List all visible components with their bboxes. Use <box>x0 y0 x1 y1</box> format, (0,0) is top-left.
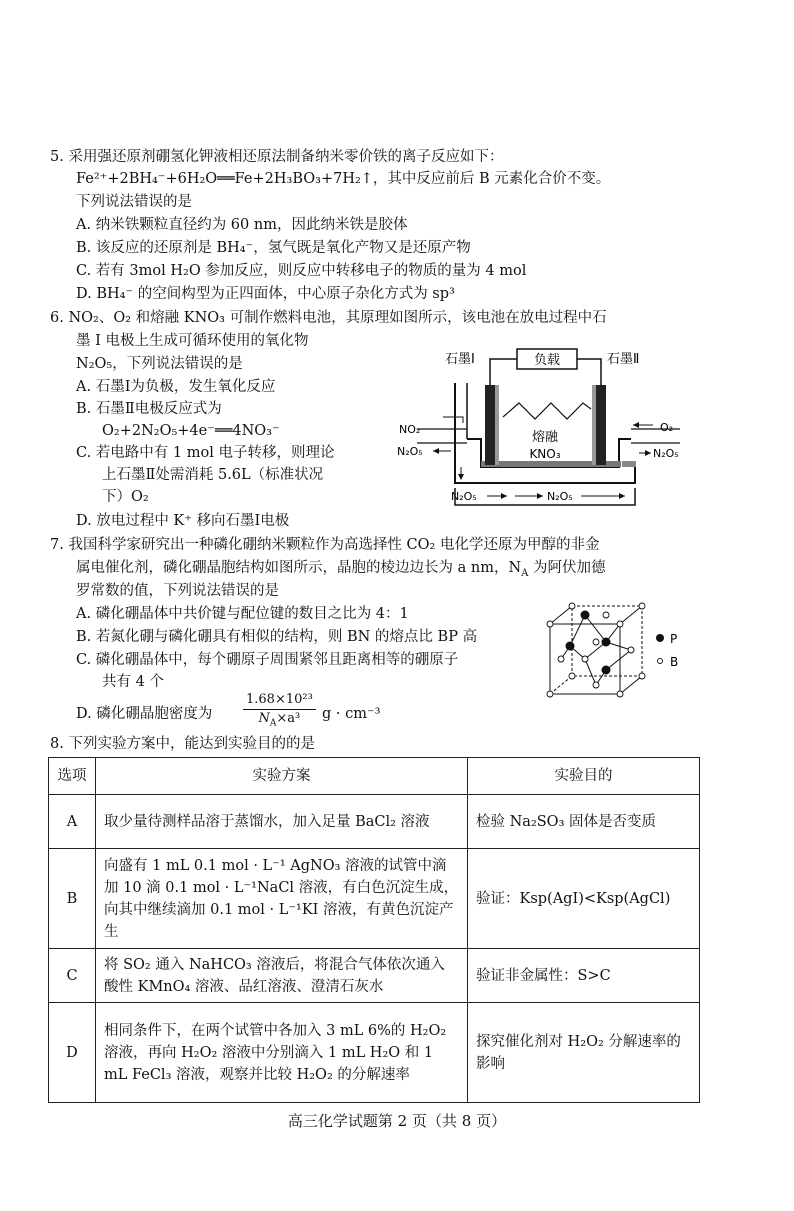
q6-option-a: A. 石墨Ⅰ为负极，发生氧化反应 <box>76 379 276 395</box>
q6-stem-line2: 墨 Ⅰ 电极上生成可循环使用的氧化物 <box>76 333 309 349</box>
header-goal: 实验目的 <box>468 758 700 795</box>
table-row <box>49 949 700 1003</box>
q6-option-c-line2: 上石墨Ⅱ处需消耗 5.6L（标准状况 <box>102 467 324 483</box>
row-goal: 验证：Ksp(AgI)<Ksp(AgCl) <box>468 849 700 949</box>
header-plan: 实验方案 <box>96 758 468 795</box>
q6-option-b: B. 石墨Ⅱ电极反应式为 <box>76 401 222 417</box>
q7-density-fraction <box>243 691 316 733</box>
q7-density-unit: g · cm⁻³ <box>322 706 381 722</box>
q7-option-b: B. 若氮化硼与磷化硼具有相似的结构，则 BN 的熔点比 BP 高 <box>76 629 478 645</box>
q6-option-c: C. 若电路中有 1 mol 电子转移，则理论 <box>76 445 335 461</box>
graphite-1-label: 石墨Ⅰ <box>445 352 475 367</box>
n2o5-left-label: N₂O₅ <box>397 445 423 458</box>
q5-ask: 下列说法错误的是 <box>76 194 192 210</box>
header-option: 选项 <box>49 758 96 795</box>
row-goal: 检验 Na₂SO₃ 固体是否变质 <box>468 795 700 849</box>
row-plan: 相同条件下，在两个试管中各加入 3 mL 6%的 H₂O₂ 溶液，再向 H₂O₂ 溶液中分别滴入 1 mL H₂O 和 1 mL FeCl₃ 溶液，观察并比较 H₂O₂ 的分解速率 <box>96 1003 468 1103</box>
row-option: A <box>49 795 96 849</box>
q6-option-c-line3: 下）O₂ <box>102 489 149 505</box>
q7-stem-line2: 属电催化剂，磷化硼晶胞结构如图所示，晶胞的棱边边长为 a nm，$N_A$ 为阿伏加德 <box>76 560 606 579</box>
q5-equation: Fe²⁺+2BH₄⁻+6H₂O══Fe+2H₃BO₃+7H₂↑，其中反应前后 B 元素化合价不变。 <box>76 171 611 187</box>
table-row <box>49 1003 700 1103</box>
experiment-table <box>48 757 700 1103</box>
table-header-row <box>49 758 700 795</box>
graphite-1-electrode <box>485 385 495 465</box>
fraction-numerator: 1.68×10²³ <box>243 691 316 710</box>
q5-option-d: D. BH₄⁻ 的空间构型为正四面体，中心原子杂化方式为 sp³ <box>76 286 455 302</box>
b-atom-legend-icon <box>658 659 663 664</box>
page-footer: 高三化学试题第 2 页（共 8 页） <box>287 1112 507 1130</box>
q5-stem: 5. 采用强还原剂硼氢化钾液相还原法制备纳米零价铁的离子反应如下： <box>50 149 504 165</box>
q5-option-b: B. 该反应的还原剂是 BH₄⁻，氢气既是氧化产物又是还原产物 <box>76 240 471 256</box>
legend-b-label: B <box>670 655 679 669</box>
q7-option-d: D. 磷化硼晶胞密度为 <box>76 706 213 722</box>
bottom-n2o5-right: N₂O₅ <box>547 490 573 503</box>
q7-option-c: C. 磷化硼晶体中，每个硼原子周围紧邻且距离相等的硼原子 <box>76 652 459 668</box>
q7-stem-line3: 罗常数的值，下列说法错误的是 <box>76 583 279 599</box>
q6-stem-line3: N₂O₅，下列说法错误的是 <box>76 356 243 372</box>
row-goal: 探究催化剂对 H₂O₂ 分解速率的影响 <box>468 1003 700 1103</box>
table-row <box>49 849 700 949</box>
q6-option-d: D. 放电过程中 K⁺ 移向石墨Ⅰ电极 <box>76 513 290 529</box>
fraction-denominator: $N_A\times a^3$ <box>258 711 301 729</box>
q8-stem: 8. 下列实验方案中，能达到实验目的的是 <box>50 736 315 752</box>
crystal-cell-diagram <box>540 598 690 706</box>
molten-label: 熔融 <box>531 430 559 445</box>
row-option: D <box>49 1003 96 1103</box>
row-plan: 取少量待测样品溶于蒸馏水，加入足量 BaCl₂ 溶液 <box>96 795 468 849</box>
q6-stem: 6. NO₂、O₂ 和熔融 KNO₃ 可制作燃料电池，其原理如图所示，该电池在放电过程中石 <box>50 310 607 326</box>
row-option: C <box>49 949 96 1003</box>
q5-option-c: C. 若有 3mol H₂O 参加反应，则反应中转移电子的物质的量为 4 mol <box>76 263 527 279</box>
legend-p-label: P <box>670 632 678 646</box>
q5-option-a: A. 纳米铁颗粒直径约为 60 nm，因此纳米铁是胶体 <box>76 217 408 233</box>
table-row <box>49 795 700 849</box>
row-option: B <box>49 849 96 949</box>
graphite-2-label: 石墨Ⅱ <box>607 352 640 367</box>
o2-label: O₂ <box>660 421 674 434</box>
q6-option-b-equation: O₂+2N₂O₅+4e⁻══4NO₃⁻ <box>102 423 280 439</box>
kno3-label: KNO₃ <box>529 447 561 461</box>
row-plan: 将 SO₂ 通入 NaHCO₃ 溶液后，将混合气体依次通入酸性 KMnO₄ 溶液、品红溶液、澄清石灰水 <box>96 949 468 1003</box>
q7-option-a: A. 磷化硼晶体中共价键与配位键的数目之比为 4：1 <box>76 606 409 622</box>
graphite-2-electrode <box>596 385 606 465</box>
q7-option-c-line2: 共有 4 个 <box>102 674 164 690</box>
row-plan: 向盛有 1 mL 0.1 mol · L⁻¹ AgNO₃ 溶液的试管中滴加 10 滴 0.1 mol · L⁻¹NaCl 溶液，有白色沉淀生成，向其中继续滴加 0.1 mol · L⁻¹KI 溶液，有黄色沉淀产生 <box>96 849 468 949</box>
bottom-n2o5-left: N₂O₅ <box>451 490 477 503</box>
fuel-cell-diagram <box>395 343 695 513</box>
n2o5-right-label: N₂O₅ <box>653 447 679 460</box>
row-goal: 验证非金属性：S>C <box>468 949 700 1003</box>
no2-label: NO₂ <box>399 423 421 436</box>
q7-stem: 7. 我国科学家研究出一种磷化硼纳米颗粒作为高选择性 CO₂ 电化学还原为甲醇的非金 <box>50 537 600 553</box>
load-label: 负载 <box>533 353 561 368</box>
p-atom-legend-icon <box>656 634 664 642</box>
